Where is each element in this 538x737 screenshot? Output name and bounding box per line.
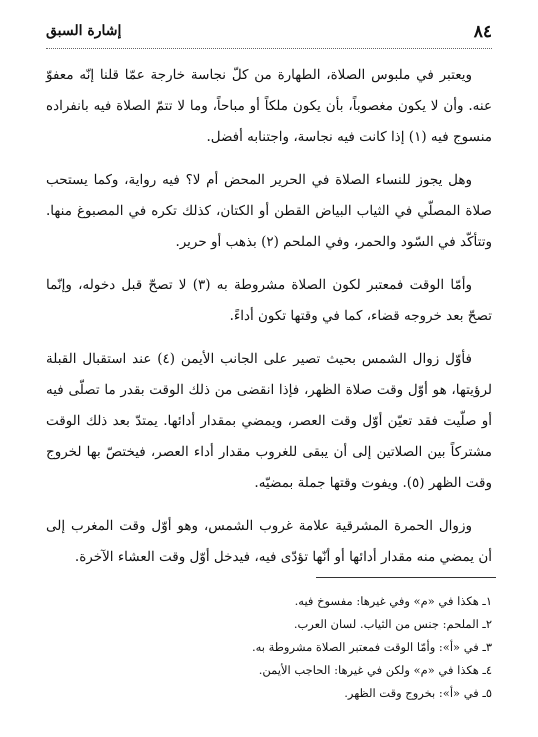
paragraph: وهل يجوز للنساء الصلاة في الحرير المحض أم لا؟ فيه رواية، وكما يستحب صلاة المصلّي في الثياب البياض القطن أو الكتان، كذلك تكره في المصبوغ منها. وتتأكّد في السّود والحمر، وفي الملحم (٢) بذهب أو حرير. (46, 172, 492, 250)
page-number: ٨٤ (473, 22, 492, 42)
paragraph: فأوّل زوال الشمس بحيث تصير على الجانب الأيمن (٤) عند استقبال القبلة لرؤيتها، هو أوّل وقت صلاة الظهر، فإذا انقضى من ذلك الوقت بقدر ما تصلّى فيه أو صلّيت فقد تعيّن أوّل وقت العصر، ويمضي بمقدار أدائها. يمتدّ بعد ذلك الوقت مشتركاً بين الصلاتين إلى أن يبقى للغروب مقدار أداء العصر، فيختصّ بها لخروج وقت الظهر (٥). ويفوت وقتها جملة بمضيّه. (46, 351, 492, 491)
header-rule (46, 48, 492, 49)
footnote: ١ـ هكذا في «م» وفي غيرها: مفسوخ فيه. (294, 594, 492, 608)
footnotes (46, 590, 492, 705)
footnote: ٥ـ في «أ»: بخروج وقت الظهر. (344, 686, 492, 700)
paragraph: وأمّا الوقت فمعتبر لكون الصلاة مشروطة به (٣) لا تصحّ قبل دخوله، وإنّما تصحّ بعد خروجه قضاء، كما في وقتها تكون أداءً. (46, 277, 492, 324)
footnote-separator (316, 577, 496, 578)
paragraph: ويعتبر في ملبوس الصلاة، الطهارة من كلّ نجاسة خارجة عمّا قلنا إنّه معفوّ عنه. وأن لا يكون مغصوباً، بأن يكون ملكاً أو مباحاً، وما لا تتمّ الصلاة فيه بانفراده منسوج فيه (١) إذا كانت فيه نجاسة، واجتنابه أفضل. (46, 67, 492, 145)
footnote: ٣ـ في «أ»: وأمّا الوقت فمعتبر الصلاة مشروطة به. (251, 640, 492, 654)
footnote: ٢ـ الملحم: جنس من الثياب. لسان العرب. (293, 617, 492, 631)
page-header (46, 18, 492, 48)
footnote: ٤ـ هكذا في «م» ولكن في غيرها: الحاجب الأيمن. (258, 663, 492, 677)
running-title: إشارة السبق (46, 23, 122, 39)
paragraph: وزوال الحمرة المشرقية علامة غروب الشمس، وهو أوّل وقت المغرب إلى أن يمضي منه مقدار أدائها أو أنّها تؤدّى فيه، فيدخل أوّل وقت العشاء الآخرة. (46, 518, 492, 565)
main-text (46, 60, 492, 585)
